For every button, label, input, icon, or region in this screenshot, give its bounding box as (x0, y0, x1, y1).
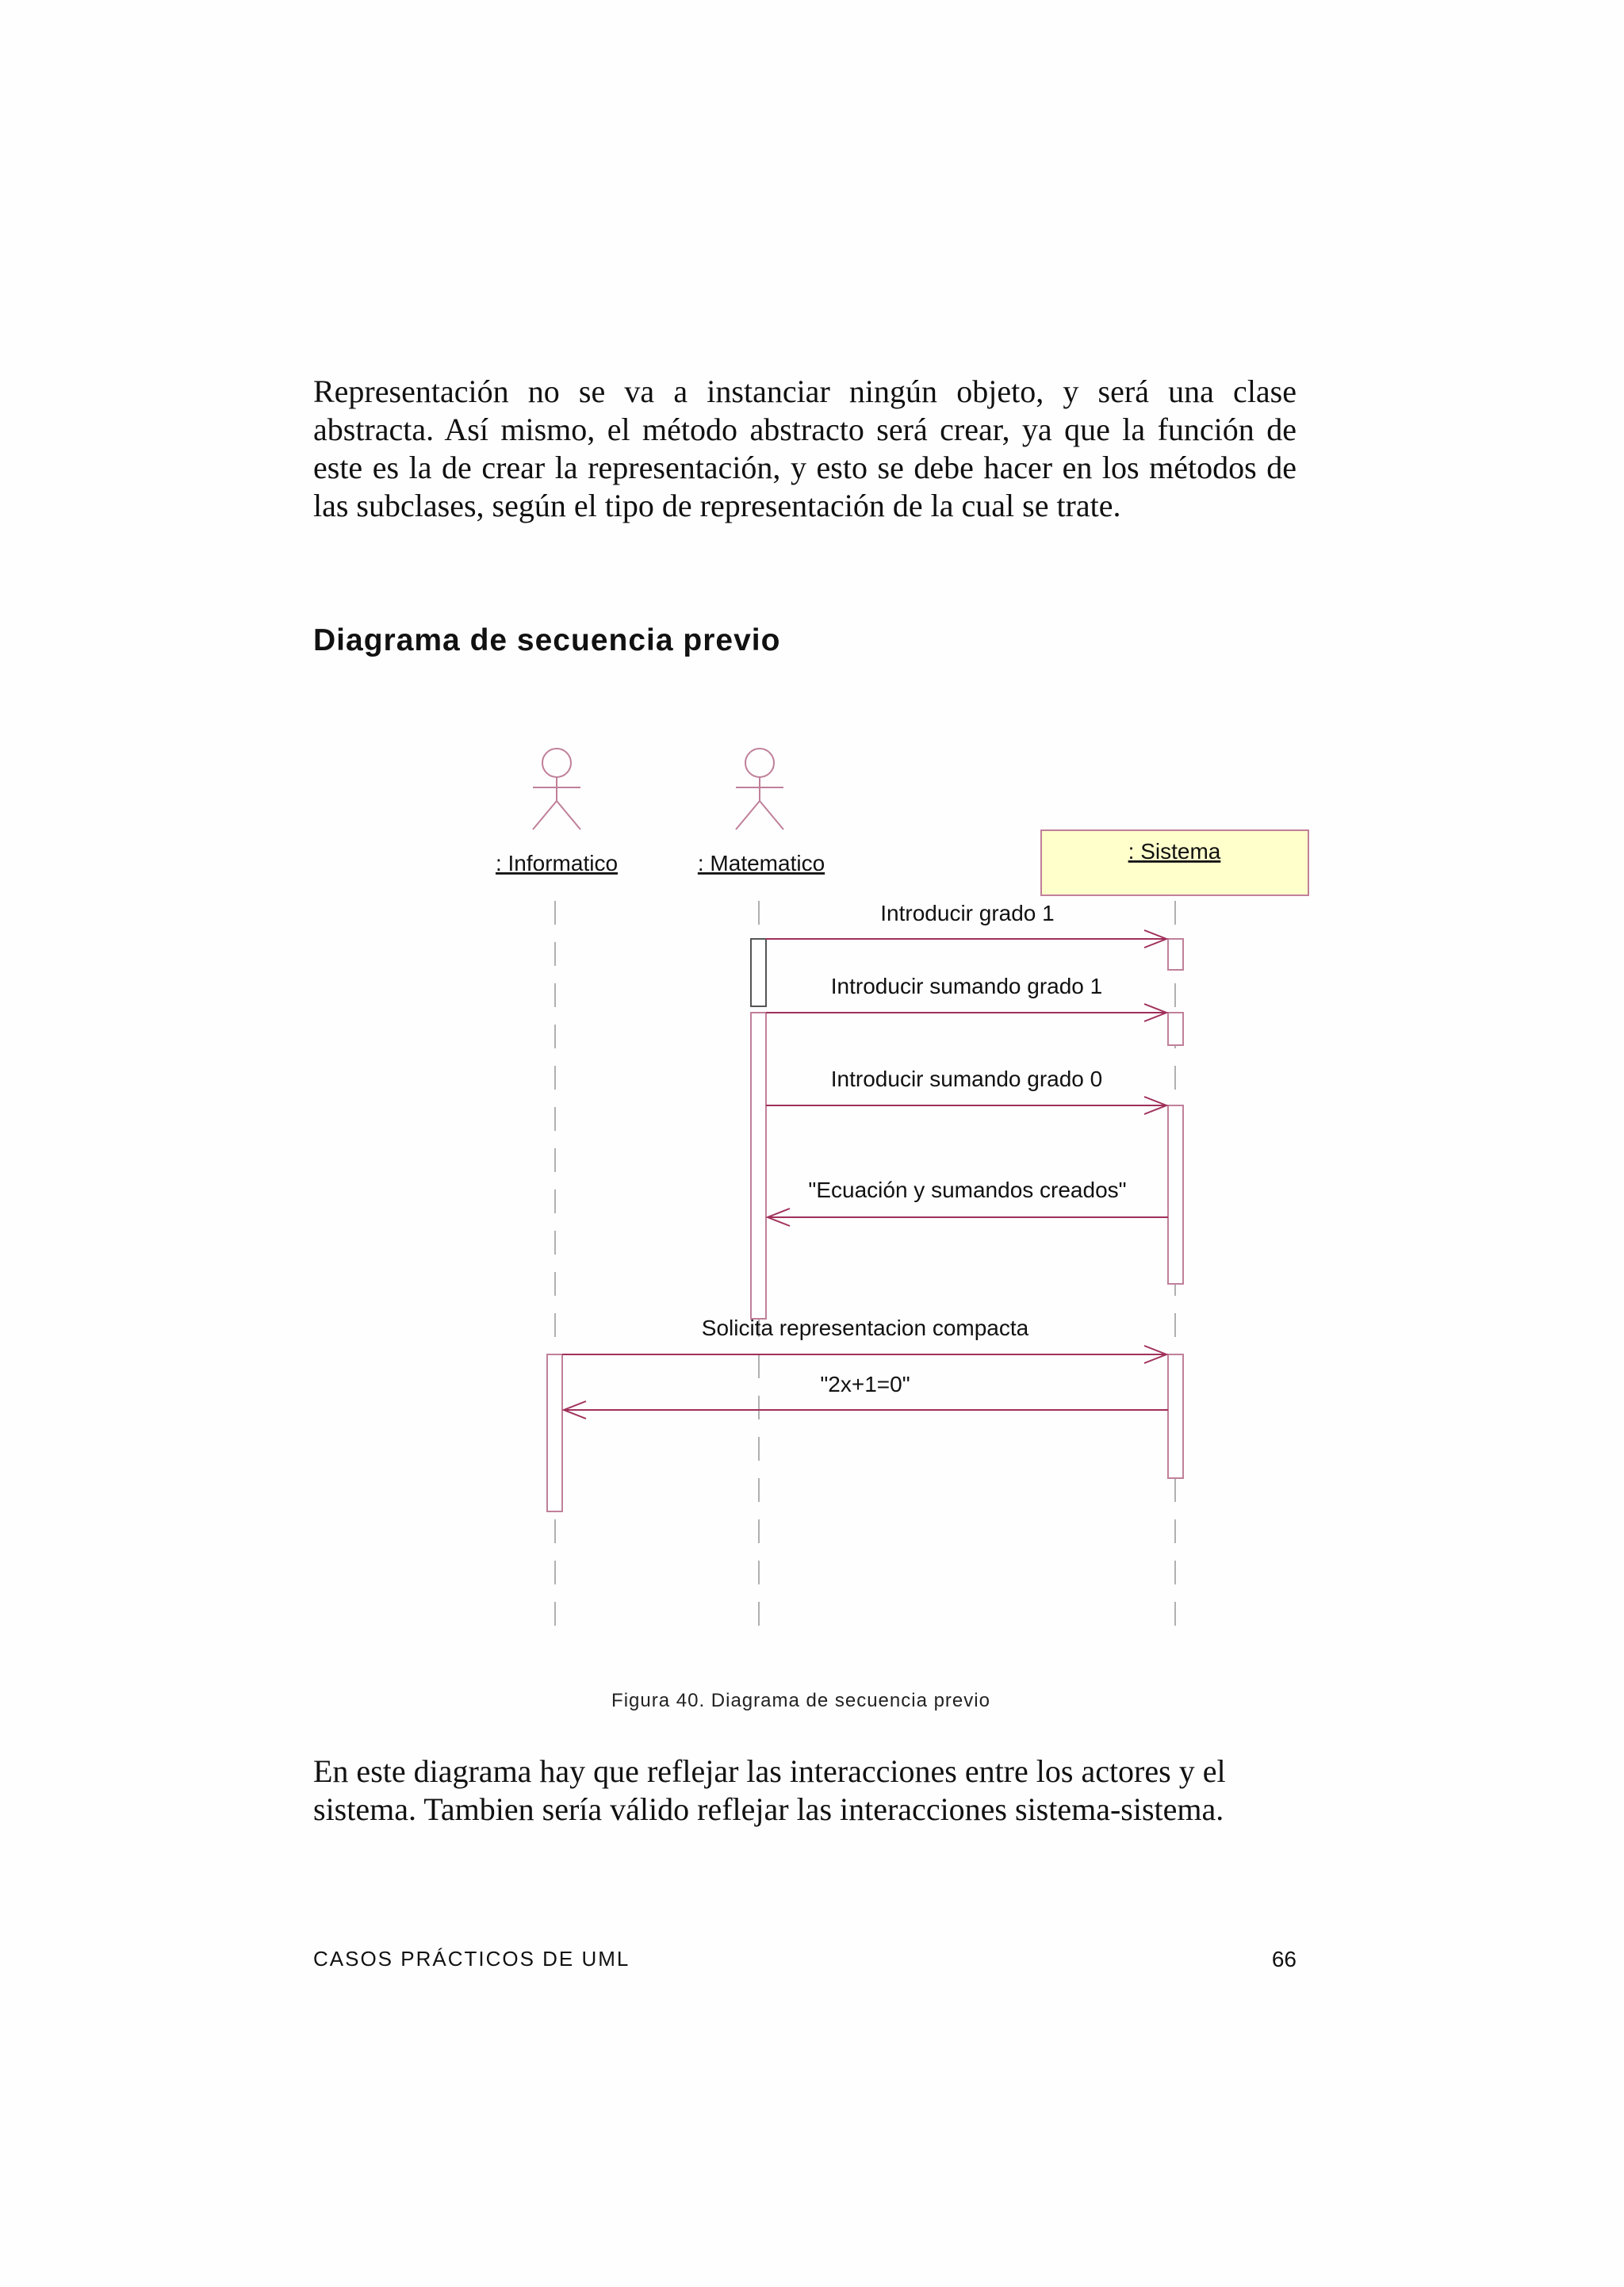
message-introducir-sumando-grado-0 (766, 1067, 1166, 1114)
actor-informatico-label: : Informatico (495, 851, 619, 875)
message-label: Introducir sumando grado 0 (830, 1067, 1103, 1091)
message-label: Solicita representacion compacta (701, 1316, 1029, 1340)
figure-caption: Figura 40. Diagrama de secuencia previo (611, 1690, 990, 1711)
activation-sistema-1 (1168, 939, 1183, 970)
message-label: Introducir grado 1 (880, 901, 1055, 925)
message-introducir-sumando-grado-1 (766, 974, 1166, 1021)
actor-informatico (496, 749, 618, 875)
message-2x-1-0 (564, 1372, 1168, 1419)
activation-sistema-2 (1168, 1013, 1183, 1045)
object-sistema-label: : Sistema (1128, 839, 1221, 864)
message-label: Introducir sumando grado 1 (830, 974, 1103, 998)
message-ecuacion-creados (768, 1178, 1168, 1226)
body-paragraph-bottom: En este diagrama hay que reflejar las interacciones entre los actores y el sistema. Tambien sería válido reflejar las interacciones sistema-sistema. (313, 1753, 1226, 1827)
actor-matematico (698, 749, 825, 875)
message-introducir-grado-1 (766, 901, 1166, 948)
activation-informatico (547, 1354, 562, 1511)
stick-figure-icon (736, 749, 783, 829)
message-label: "2x+1=0" (820, 1372, 910, 1396)
object-sistema (1041, 830, 1308, 895)
activation-sistema-3 (1168, 1105, 1183, 1284)
actor-matematico-label: : Matematico (697, 851, 825, 875)
section-heading: Diagrama de secuencia previo (313, 623, 781, 657)
stick-figure-icon (533, 749, 580, 829)
footer-book-title: CASOS PRÁCTICOS DE UML (313, 1947, 630, 1971)
activation-matematico-2 (751, 1013, 766, 1319)
activation-matematico-1 (751, 939, 766, 1006)
body-paragraph-top: Representación no se va a instanciar ningún objeto, y será una clase abstracta. Así mismo, el método abstracto será crear, ya que la función de este es la de crear la representación, y esto se debe hacer en los métodos de las subclases, según el tipo de representación de la cual se trate. (313, 374, 1297, 523)
activation-sistema-4 (1168, 1354, 1183, 1478)
page-number: 66 (1271, 1947, 1297, 1971)
message-label: "Ecuación y sumandos creados" (808, 1178, 1127, 1202)
message-solicita-representacion (562, 1316, 1166, 1363)
